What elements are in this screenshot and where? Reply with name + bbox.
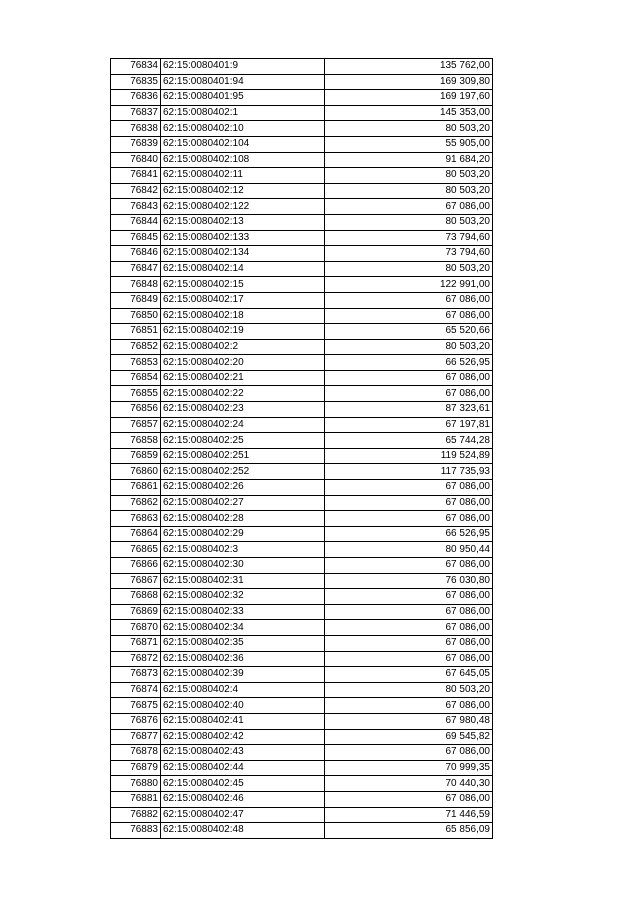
table-row	[111, 791, 493, 807]
row-number-cell: 76877	[111, 729, 161, 745]
table-row	[111, 604, 493, 620]
table-row	[111, 729, 493, 745]
table-row	[111, 713, 493, 729]
value-cell: 70 440,30	[325, 776, 493, 792]
row-number-cell: 76860	[111, 464, 161, 480]
cadastral-number-cell: 62:15:0080402:31	[161, 573, 325, 589]
row-number-cell: 76872	[111, 651, 161, 667]
table-row	[111, 480, 493, 496]
value-cell: 70 999,35	[325, 760, 493, 776]
cadastral-number-cell: 62:15:0080402:4	[161, 682, 325, 698]
row-number-cell: 76874	[111, 682, 161, 698]
table-row	[111, 526, 493, 542]
cadastral-number-cell: 62:15:0080402:13	[161, 214, 325, 230]
value-cell: 80 950,44	[325, 542, 493, 558]
row-number-cell: 76883	[111, 823, 161, 839]
table-row	[111, 121, 493, 137]
row-number-cell: 76850	[111, 308, 161, 324]
value-cell: 66 526,95	[325, 526, 493, 542]
value-cell: 67 086,00	[325, 698, 493, 714]
value-cell: 67 086,00	[325, 589, 493, 605]
table-row	[111, 277, 493, 293]
value-cell: 67 086,00	[325, 480, 493, 496]
table-row	[111, 261, 493, 277]
row-number-cell: 76851	[111, 324, 161, 340]
value-cell: 66 526,95	[325, 355, 493, 371]
value-cell: 67 086,00	[325, 370, 493, 386]
value-cell: 80 503,20	[325, 121, 493, 137]
row-number-cell: 76867	[111, 573, 161, 589]
value-cell: 67 086,00	[325, 635, 493, 651]
row-number-cell: 76853	[111, 355, 161, 371]
table-row	[111, 324, 493, 340]
value-cell: 80 503,20	[325, 168, 493, 184]
cadastral-number-cell: 62:15:0080401:94	[161, 74, 325, 90]
value-cell: 67 980,48	[325, 713, 493, 729]
cadastral-number-cell: 62:15:0080402:3	[161, 542, 325, 558]
cadastral-number-cell: 62:15:0080402:28	[161, 511, 325, 527]
row-number-cell: 76839	[111, 136, 161, 152]
table-row	[111, 620, 493, 636]
value-cell: 67 086,00	[325, 558, 493, 574]
cadastral-number-cell: 62:15:0080402:122	[161, 199, 325, 215]
row-number-cell: 76849	[111, 292, 161, 308]
cadastral-number-cell: 62:15:0080402:44	[161, 760, 325, 776]
cadastral-number-cell: 62:15:0080402:12	[161, 183, 325, 199]
cadastral-number-cell: 62:15:0080402:20	[161, 355, 325, 371]
value-cell: 67 086,00	[325, 745, 493, 761]
row-number-cell: 76835	[111, 74, 161, 90]
row-number-cell: 76847	[111, 261, 161, 277]
table-row	[111, 246, 493, 262]
table-row	[111, 230, 493, 246]
row-number-cell: 76879	[111, 760, 161, 776]
cadastral-number-cell: 62:15:0080402:27	[161, 495, 325, 511]
table-row	[111, 417, 493, 433]
row-number-cell: 76858	[111, 433, 161, 449]
row-number-cell: 76856	[111, 402, 161, 418]
row-number-cell: 76845	[111, 230, 161, 246]
row-number-cell: 76857	[111, 417, 161, 433]
data-table	[110, 58, 493, 839]
table-row	[111, 183, 493, 199]
table-row	[111, 589, 493, 605]
row-number-cell: 76844	[111, 214, 161, 230]
table-row	[111, 152, 493, 168]
table-row	[111, 495, 493, 511]
row-number-cell: 76862	[111, 495, 161, 511]
row-number-cell: 76866	[111, 558, 161, 574]
value-cell: 91 684,20	[325, 152, 493, 168]
table-row	[111, 370, 493, 386]
row-number-cell: 76869	[111, 604, 161, 620]
value-cell: 67 086,00	[325, 199, 493, 215]
cadastral-number-cell: 62:15:0080402:10	[161, 121, 325, 137]
cadastral-number-cell: 62:15:0080402:251	[161, 448, 325, 464]
value-cell: 80 503,20	[325, 183, 493, 199]
row-number-cell: 76878	[111, 745, 161, 761]
row-number-cell: 76865	[111, 542, 161, 558]
table-row	[111, 682, 493, 698]
value-cell: 67 197,81	[325, 417, 493, 433]
table-row	[111, 402, 493, 418]
table-row	[111, 433, 493, 449]
table-row	[111, 698, 493, 714]
cadastral-number-cell: 62:15:0080402:21	[161, 370, 325, 386]
cadastral-number-cell: 62:15:0080402:134	[161, 246, 325, 262]
value-cell: 67 086,00	[325, 292, 493, 308]
row-number-cell: 76843	[111, 199, 161, 215]
row-number-cell: 76836	[111, 90, 161, 106]
row-number-cell: 76863	[111, 511, 161, 527]
value-cell: 122 991,00	[325, 277, 493, 293]
cadastral-number-cell: 62:15:0080402:48	[161, 823, 325, 839]
row-number-cell: 76876	[111, 713, 161, 729]
cadastral-number-cell: 62:15:0080402:39	[161, 667, 325, 683]
cadastral-number-cell: 62:15:0080402:108	[161, 152, 325, 168]
value-cell: 67 086,00	[325, 620, 493, 636]
table-row	[111, 199, 493, 215]
value-cell: 65 744,28	[325, 433, 493, 449]
row-number-cell: 76842	[111, 183, 161, 199]
value-cell: 80 503,20	[325, 214, 493, 230]
cadastral-number-cell: 62:15:0080402:23	[161, 402, 325, 418]
table-row	[111, 823, 493, 839]
table-row	[111, 745, 493, 761]
cadastral-number-cell: 62:15:0080402:22	[161, 386, 325, 402]
cadastral-number-cell: 62:15:0080402:47	[161, 807, 325, 823]
row-number-cell: 76868	[111, 589, 161, 605]
cadastral-number-cell: 62:15:0080402:32	[161, 589, 325, 605]
table-row	[111, 558, 493, 574]
row-number-cell: 76855	[111, 386, 161, 402]
table-row	[111, 464, 493, 480]
cadastral-number-cell: 62:15:0080402:11	[161, 168, 325, 184]
cadastral-number-cell: 62:15:0080402:34	[161, 620, 325, 636]
cadastral-number-cell: 62:15:0080402:33	[161, 604, 325, 620]
cadastral-number-cell: 62:15:0080402:40	[161, 698, 325, 714]
table-row	[111, 635, 493, 651]
value-cell: 67 086,00	[325, 651, 493, 667]
value-cell: 67 086,00	[325, 604, 493, 620]
table-row	[111, 651, 493, 667]
row-number-cell: 76871	[111, 635, 161, 651]
cadastral-number-cell: 62:15:0080402:2	[161, 339, 325, 355]
table-row	[111, 355, 493, 371]
value-cell: 80 503,20	[325, 261, 493, 277]
cadastral-number-cell: 62:15:0080402:15	[161, 277, 325, 293]
table-row	[111, 542, 493, 558]
cadastral-number-cell: 62:15:0080402:252	[161, 464, 325, 480]
cadastral-number-cell: 62:15:0080402:18	[161, 308, 325, 324]
value-cell: 80 503,20	[325, 682, 493, 698]
row-number-cell: 76837	[111, 105, 161, 121]
row-number-cell: 76864	[111, 526, 161, 542]
table-row	[111, 292, 493, 308]
value-cell: 71 446,59	[325, 807, 493, 823]
value-cell: 73 794,60	[325, 246, 493, 262]
cadastral-number-cell: 62:15:0080402:19	[161, 324, 325, 340]
table-row	[111, 448, 493, 464]
value-cell: 69 545,82	[325, 729, 493, 745]
cadastral-number-cell: 62:15:0080402:24	[161, 417, 325, 433]
value-cell: 73 794,60	[325, 230, 493, 246]
cadastral-number-cell: 62:15:0080402:17	[161, 292, 325, 308]
row-number-cell: 76834	[111, 59, 161, 75]
value-cell: 67 086,00	[325, 308, 493, 324]
value-cell: 117 735,93	[325, 464, 493, 480]
value-cell: 169 309,80	[325, 74, 493, 90]
row-number-cell: 76870	[111, 620, 161, 636]
row-number-cell: 76882	[111, 807, 161, 823]
row-number-cell: 76880	[111, 776, 161, 792]
cadastral-number-cell: 62:15:0080402:35	[161, 635, 325, 651]
row-number-cell: 76859	[111, 448, 161, 464]
cadastral-number-cell: 62:15:0080402:41	[161, 713, 325, 729]
cadastral-number-cell: 62:15:0080402:104	[161, 136, 325, 152]
value-cell: 55 905,00	[325, 136, 493, 152]
table-row	[111, 90, 493, 106]
cadastral-number-cell: 62:15:0080402:42	[161, 729, 325, 745]
cadastral-number-cell: 62:15:0080402:133	[161, 230, 325, 246]
table-row	[111, 573, 493, 589]
value-cell: 65 856,09	[325, 823, 493, 839]
cadastral-number-cell: 62:15:0080401:95	[161, 90, 325, 106]
cadastral-number-cell: 62:15:0080402:29	[161, 526, 325, 542]
table-row	[111, 308, 493, 324]
cadastral-number-cell: 62:15:0080402:36	[161, 651, 325, 667]
cadastral-number-cell: 62:15:0080402:30	[161, 558, 325, 574]
cadastral-number-cell: 62:15:0080401:9	[161, 59, 325, 75]
table-row	[111, 105, 493, 121]
table-row	[111, 214, 493, 230]
table-row	[111, 136, 493, 152]
table-row	[111, 74, 493, 90]
row-number-cell: 76848	[111, 277, 161, 293]
value-cell: 67 086,00	[325, 386, 493, 402]
table-row	[111, 168, 493, 184]
value-cell: 65 520,66	[325, 324, 493, 340]
value-cell: 76 030,80	[325, 573, 493, 589]
table-row	[111, 59, 493, 75]
value-cell: 145 353,00	[325, 105, 493, 121]
value-cell: 135 762,00	[325, 59, 493, 75]
table-row	[111, 386, 493, 402]
value-cell: 80 503,20	[325, 339, 493, 355]
row-number-cell: 76854	[111, 370, 161, 386]
cadastral-number-cell: 62:15:0080402:43	[161, 745, 325, 761]
value-cell: 67 086,00	[325, 791, 493, 807]
cadastral-number-cell: 62:15:0080402:45	[161, 776, 325, 792]
row-number-cell: 76875	[111, 698, 161, 714]
value-cell: 169 197,60	[325, 90, 493, 106]
table-row	[111, 667, 493, 683]
row-number-cell: 76840	[111, 152, 161, 168]
data-table-body	[111, 59, 493, 839]
cadastral-number-cell: 62:15:0080402:14	[161, 261, 325, 277]
table-row	[111, 339, 493, 355]
cadastral-number-cell: 62:15:0080402:1	[161, 105, 325, 121]
row-number-cell: 76838	[111, 121, 161, 137]
row-number-cell: 76881	[111, 791, 161, 807]
row-number-cell: 76861	[111, 480, 161, 496]
cadastral-number-cell: 62:15:0080402:25	[161, 433, 325, 449]
cadastral-number-cell: 62:15:0080402:26	[161, 480, 325, 496]
value-cell: 67 086,00	[325, 495, 493, 511]
table-row	[111, 776, 493, 792]
row-number-cell: 76873	[111, 667, 161, 683]
row-number-cell: 76852	[111, 339, 161, 355]
row-number-cell: 76846	[111, 246, 161, 262]
value-cell: 67 086,00	[325, 511, 493, 527]
value-cell: 67 645,05	[325, 667, 493, 683]
value-cell: 119 524,89	[325, 448, 493, 464]
cadastral-number-cell: 62:15:0080402:46	[161, 791, 325, 807]
table-row	[111, 760, 493, 776]
table-row	[111, 807, 493, 823]
table-row	[111, 511, 493, 527]
value-cell: 87 323,61	[325, 402, 493, 418]
row-number-cell: 76841	[111, 168, 161, 184]
